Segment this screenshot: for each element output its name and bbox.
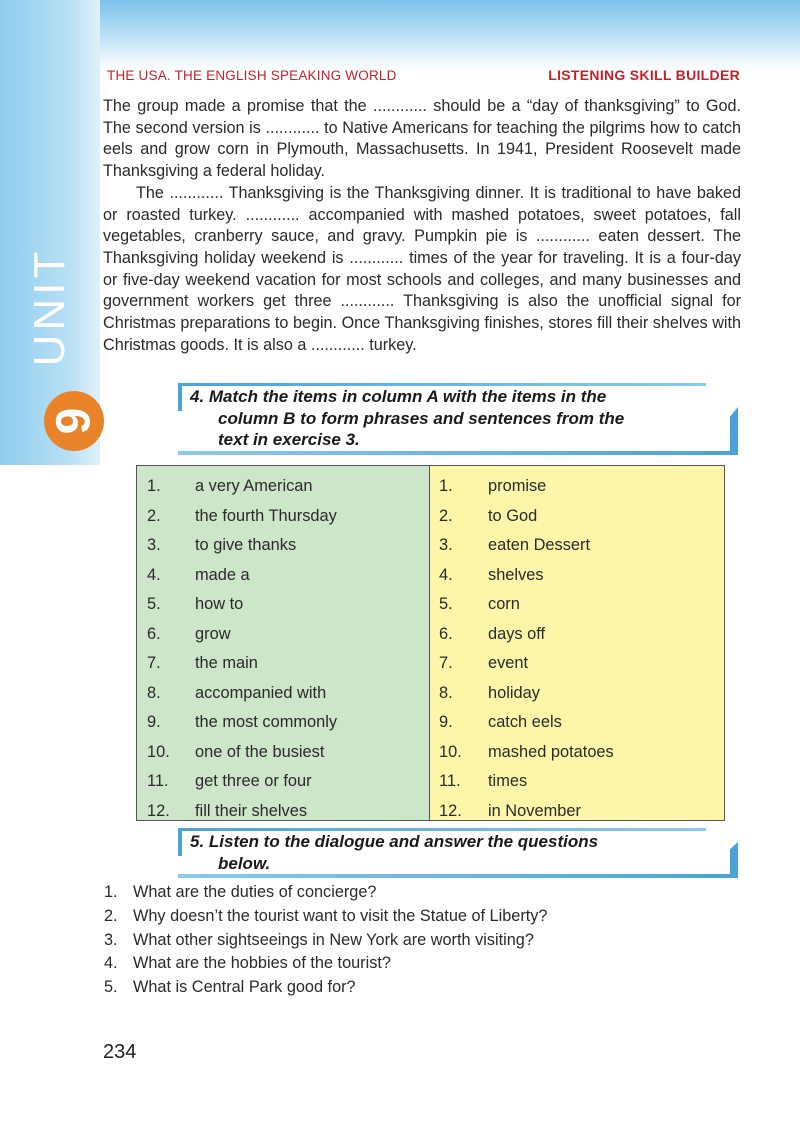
column-b-row: [430, 561, 724, 591]
question-text: What other sightseeings in New York are worth visiting?: [133, 930, 534, 949]
item-text: days off: [488, 624, 546, 643]
question-number: 5.: [104, 978, 118, 997]
question-text: Why doesn’t the tourist want to visit the Statue of Liberty?: [133, 906, 548, 925]
exercise-4-line-3: text in exercise 3.: [218, 430, 360, 449]
question-item: [104, 954, 547, 978]
item-text: promise: [488, 477, 547, 496]
column-b-row: [430, 502, 724, 532]
item-text: corn: [488, 595, 520, 614]
item-number: 10.: [147, 742, 170, 761]
column-a-row: [137, 679, 429, 709]
item-text: get three or four: [195, 772, 312, 791]
item-text: made a: [195, 565, 250, 584]
column-a-row: [137, 472, 429, 502]
item-number: 6.: [147, 624, 161, 643]
column-b-row: [430, 679, 724, 709]
item-text: times: [488, 772, 528, 791]
item-text: a very American: [195, 477, 313, 496]
item-number: 11.: [147, 772, 169, 791]
exercise-5-heading: [178, 828, 738, 880]
paragraph-1: The group made a promise that the ............ should be a “day of thanksgiving” to God. The second version is ............ to Native Americans for teaching the pilgrims how to catch eels and grow corn in Plymouth, Massachusetts. In 1941, President Roosevelt made Thanksgiving a federal holiday.: [103, 97, 741, 181]
item-number: 8.: [439, 683, 453, 702]
question-text: What are the hobbies of the tourist?: [133, 954, 391, 973]
column-b-row: [430, 767, 724, 797]
column-a-row: [137, 649, 429, 679]
question-number: 2.: [104, 906, 118, 925]
question-text: What are the duties of concierge?: [133, 883, 377, 901]
column-a-row: [137, 708, 429, 738]
item-number: 2.: [439, 506, 453, 525]
question-text: What is Central Park good for?: [133, 978, 356, 997]
item-number: 9.: [147, 713, 161, 732]
item-number: 10.: [439, 742, 462, 761]
item-number: 7.: [147, 654, 161, 673]
question-number: 4.: [104, 954, 118, 973]
column-a-row: [137, 620, 429, 650]
section-title: THE USA. THE ENGLISH SPEAKING WORLD: [107, 68, 397, 83]
page-number: 234: [103, 1041, 137, 1063]
column-a-row: [137, 797, 429, 827]
item-text: shelves: [488, 565, 544, 584]
column-b-row: [430, 531, 724, 561]
paragraph-2: The ............ Thanksgiving is the Thanksgiving dinner. It is traditional to have baked or roasted turkey. ............ accompanied with mashed potatoes, sweet potatoes, fall vegetables, cranberry sauce, and gravy. Pumpkin pie is ............ eaten dessert. The Thanksgiving holiday weekend is ............ times of the year for traveling. It is a four-day or five-day weekend vacation for most schools and colleges, and many businesses and government workers get three ............ Thanksgiving is also the unofficial signal for Christmas preparations to begin. Once Thanksgiving finishes, stores fill their shelves with Christmas goods. It is also a ............ turkey.: [103, 183, 741, 354]
item-text: one of the busiest: [195, 742, 325, 761]
question-item: [104, 931, 547, 955]
item-text: in November: [488, 801, 581, 820]
column-a-row: [137, 767, 429, 797]
exercise-5-line-1: 5. Listen to the dialogue and answer the questions: [190, 832, 599, 851]
item-text: catch eels: [488, 713, 562, 732]
question-list: [104, 883, 547, 1002]
question-item: [104, 907, 547, 931]
item-number: 4.: [439, 565, 453, 584]
header-band: [0, 0, 800, 70]
item-number: 1.: [439, 477, 453, 496]
reading-text: [103, 96, 741, 356]
item-text: holiday: [488, 683, 540, 702]
item-text: eaten Dessert: [488, 536, 591, 555]
exercise-4-line-1: 4. Match the items in column A with the items in the: [190, 387, 607, 406]
item-number: 6.: [439, 624, 453, 643]
item-number: 11.: [439, 772, 461, 791]
column-b-row: [430, 708, 724, 738]
item-text: the fourth Thursday: [195, 506, 337, 525]
item-text: fill their shelves: [195, 801, 308, 820]
column-b-row: [430, 738, 724, 768]
exercise-4-heading: [178, 383, 738, 458]
column-a-row: [137, 590, 429, 620]
column-b: [430, 466, 724, 820]
section-subtitle: LISTENING SKILL BUILDER: [548, 67, 740, 83]
question-item: [104, 978, 547, 1002]
item-text: grow: [195, 624, 231, 643]
column-a-row: [137, 502, 429, 532]
item-number: 12.: [439, 801, 462, 820]
column-a: [137, 466, 430, 820]
item-number: 7.: [439, 654, 453, 673]
column-b-row: [430, 472, 724, 502]
question-number: 3.: [104, 930, 118, 949]
item-text: to God: [488, 506, 538, 525]
item-number: 9.: [439, 713, 453, 732]
item-text: event: [488, 654, 529, 673]
column-b-row: [430, 590, 724, 620]
item-number: 2.: [147, 506, 161, 525]
item-text: the main: [195, 654, 258, 673]
matching-table: [136, 465, 725, 821]
item-number: 12.: [147, 801, 170, 820]
item-text: to give thanks: [195, 536, 297, 555]
question-number: 1.: [104, 883, 118, 901]
unit-label: UNIT: [25, 247, 74, 367]
exercise-4-line-2: column B to form phrases and sentences from the: [218, 408, 625, 428]
unit-number-badge: [44, 391, 104, 451]
column-a-row: [137, 738, 429, 768]
item-number: 1.: [147, 477, 161, 496]
column-b-row: [430, 797, 724, 827]
column-b-row: [430, 620, 724, 650]
item-number: 3.: [439, 536, 453, 555]
item-number: 8.: [147, 683, 161, 702]
exercise-5-line-2: below.: [218, 853, 271, 873]
item-text: how to: [195, 595, 244, 614]
column-a-row: [137, 561, 429, 591]
column-b-row: [430, 649, 724, 679]
item-text: the most commonly: [195, 713, 338, 732]
item-number: 5.: [439, 595, 453, 614]
item-number: 3.: [147, 536, 161, 555]
item-number: 5.: [147, 595, 161, 614]
column-a-row: [137, 531, 429, 561]
item-text: accompanied with: [195, 683, 327, 702]
question-item: [104, 883, 547, 907]
item-text: mashed potatoes: [488, 742, 614, 761]
unit-number: 9: [46, 407, 100, 435]
item-number: 4.: [147, 565, 161, 584]
